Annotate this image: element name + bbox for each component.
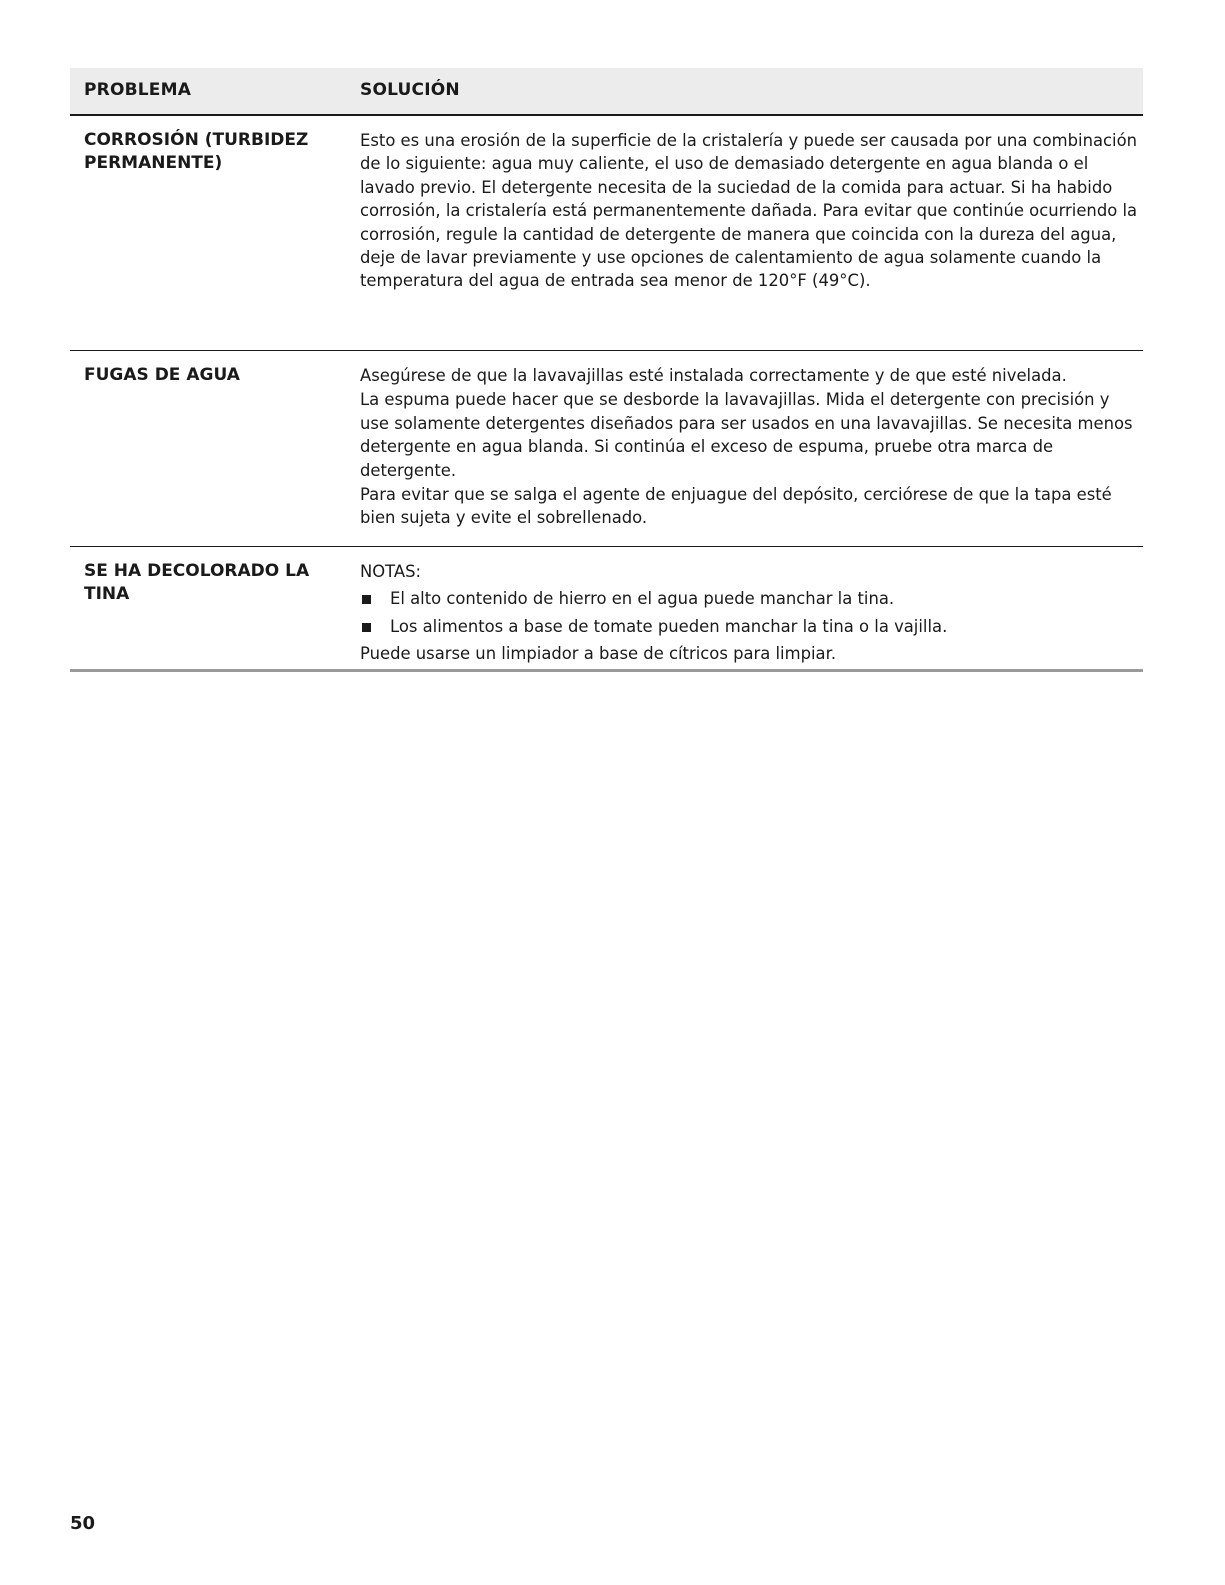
table-row [70, 547, 1143, 672]
bullet-text: El alto contenido de hierro en el agua puede manchar la tina. [390, 589, 895, 609]
solution-paragraph: Puede usarse un limpiador a base de cítricos para limpiar. [360, 644, 837, 664]
solution-cell [360, 116, 1143, 293]
solution-cell [360, 351, 1143, 530]
page-number: 50 [70, 1513, 96, 1534]
problem-label: FUGAS DE AGUA [84, 365, 240, 385]
table-header [70, 68, 1143, 116]
table-row [70, 116, 1143, 351]
header-problem: PROBLEMA [84, 80, 192, 100]
square-bullet-icon [362, 595, 371, 604]
problem-label: SE HA DECOLORADO LA TINA [84, 561, 310, 604]
bullet-text: Los alimentos a base de tomate pueden manchar la tina o la vajilla. [390, 616, 948, 636]
notes-label: NOTAS: [360, 562, 422, 581]
solution-paragraph: La espuma puede hacer que se desborde la lavavajillas. Mida el detergente con precisión y use solamente detergentes diseñados para ser usados en una lavavajillas. Se necesita menos detergente en agua blanda. Si continúa el exceso de espuma, pruebe otra marca de detergente. [360, 390, 1133, 480]
square-bullet-icon [362, 623, 371, 632]
bullet-item [360, 615, 1143, 638]
solution-paragraph: Asegúrese de que la lavavajillas esté instalada correctamente y de que esté nivelada. [360, 366, 1067, 385]
header-solution: SOLUCIÓN [360, 80, 460, 100]
problem-label: CORROSIÓN (TURBIDEZ PERMANENTE) [84, 130, 309, 173]
solution-paragraph: Para evitar que se salga el agente de enjuague del depósito, cerciórese de que la tapa esté bien sujeta y evite el sobrellenado. [360, 485, 1112, 528]
table-row [70, 351, 1143, 547]
solution-paragraph: Esto es una erosión de la superficie de la cristalería y puede ser causada por una combinación de lo siguiente: agua muy caliente, el uso de demasiado detergente en agua blanda o el lavado previo. El detergente necesita de la suciedad de la comida para actuar. Si ha habido corrosión, la cristalería está permanentemente dañada. Para evitar que continúe ocurriendo la corrosión, regule la cantidad de detergente de manera que coincida con la dureza del agua, deje de lavar previamente y use opciones de calentamiento de agua solamente cuando la temperatura del agua de entrada sea menor de 120°F (49°C). [360, 131, 1138, 291]
solution-cell [360, 547, 1143, 666]
troubleshooting-table [70, 68, 1143, 672]
bullet-item [360, 587, 1143, 610]
